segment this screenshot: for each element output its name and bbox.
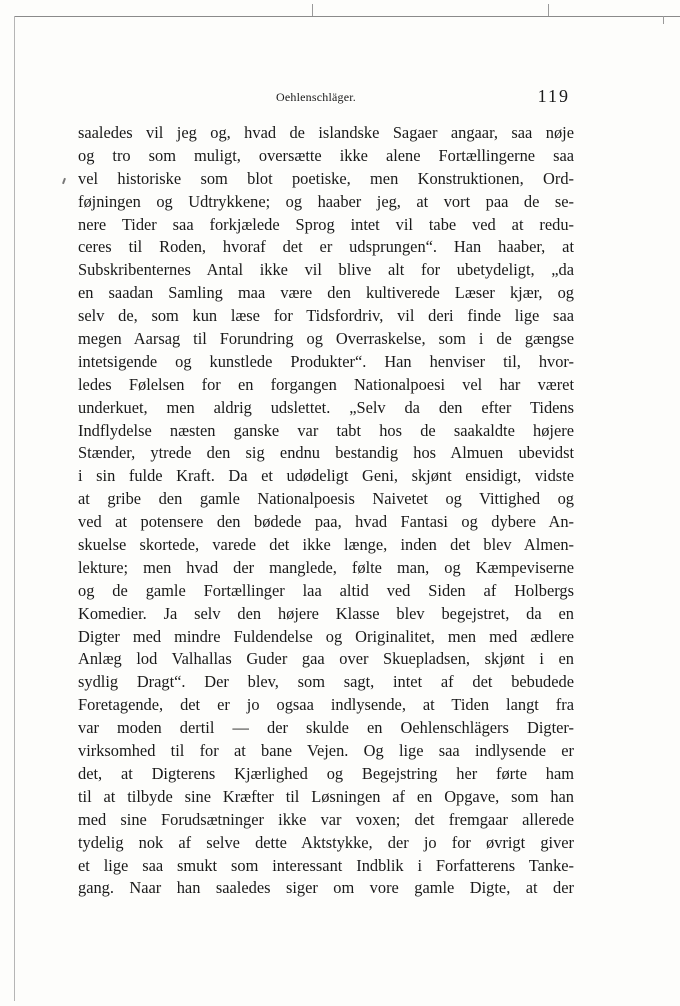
text-line: virksomhed til for at bane Vejen. Og lige saa indlysende er bbox=[78, 741, 574, 761]
text-line: føjningen og Udtrykkene; og haaber jeg, at vort paa de se- bbox=[78, 191, 574, 211]
text-line: megen Aarsag til Forundring og Overraskelse, som i de gængse bbox=[78, 329, 574, 349]
page-header bbox=[78, 88, 574, 112]
text-line: sydlig Dragt“. Der blev, som sagt, intet af det bebudede bbox=[78, 672, 574, 692]
text-line: med sine Forudsætninger ikke var voxen; det fremgaar allerede bbox=[78, 809, 574, 829]
text-line: vel historiske som blot poetiske, men Konstruktionen, Ord- bbox=[78, 168, 574, 188]
text-line: Foretagende, det er jo ogsaa indlysende, at Tiden langt fra bbox=[78, 695, 574, 715]
text-line: i sin fulde Kraft. Da et udødeligt Geni, skjønt ensidigt, vidste bbox=[78, 466, 574, 486]
page-top-edge-rule bbox=[14, 16, 680, 17]
text-line: til at tilbyde sine Kræfter til Løsningen af en Opgave, som han bbox=[78, 786, 574, 806]
text-line: ved at potensere den bødede paa, hvad Fantasi og dybere An- bbox=[78, 512, 574, 532]
page-edge-tick bbox=[663, 16, 664, 24]
page-edge-tick bbox=[312, 4, 313, 16]
text-line: et lige saa smukt som interessant Indblik i Forfatterens Tanke- bbox=[78, 855, 574, 875]
page-edge-tick bbox=[548, 4, 549, 16]
text-line: ceres til Roden, hvoraf det er udsprungen“. Han haaber, at bbox=[78, 237, 574, 257]
stray-ink-mark bbox=[62, 178, 66, 184]
text-line: Digter med mindre Fuldendelse og Originalitet, men med ædlere bbox=[78, 626, 574, 646]
text-line: at gribe den gamle Nationalpoesis Naivetet og Vittighed og bbox=[78, 489, 574, 509]
text-line: det, at Digterens Kjærlighed og Begejstring her førte ham bbox=[78, 763, 574, 783]
text-line: tydelig nok af selve dette Aktstykke, der jo for øvrigt giver bbox=[78, 832, 574, 852]
text-line: ledes Følelsen for en forgangen Nationalpoesi vel har været bbox=[78, 374, 574, 394]
text-line: skuelse skortede, varede det ikke længe, inden det blev Almen- bbox=[78, 535, 574, 555]
page-left-edge-rule bbox=[14, 16, 15, 1001]
text-line: var moden dertil — der skulde en Oehlenschlägers Digter- bbox=[78, 718, 574, 738]
text-line: og tro som muligt, oversætte ikke alene Fortællingerne saa bbox=[78, 145, 574, 165]
text-line: nere Tider saa forkjælede Sprog intet vil tabe ved at redu- bbox=[78, 214, 574, 234]
text-line: Anlæg lod Valhallas Guder gaa over Skuepladsen, skjønt i en bbox=[78, 649, 574, 669]
text-line: underkuet, men aldrig udslettet. „Selv da den efter Tidens bbox=[78, 397, 574, 417]
text-line: intetsigende og kunstlede Produkter“. Han henviser til, hvor- bbox=[78, 351, 574, 371]
text-line: gang. Naar han saaledes siger om vore gamle Digte, at der bbox=[78, 878, 574, 898]
text-line: Stænder, ytrede den sig endnu bestandig hos Almuen ubevidst bbox=[78, 443, 574, 463]
text-line: lekture; men hvad der manglede, følte man, og Kæmpeviserne bbox=[78, 557, 574, 577]
text-line: selv de, som kun læse for Tidsfordriv, vil deri finde lige saa bbox=[78, 306, 574, 326]
running-head: Oehlenschläger. bbox=[276, 90, 356, 104]
text-line: og de gamle Fortællinger laa altid ved Siden af Holbergs bbox=[78, 580, 574, 600]
text-line: en saadan Samling maa være den kultiverede Læser kjær, og bbox=[78, 283, 574, 303]
text-line: Subskribenternes Antal ikke vil blive alt for ubetydeligt, „da bbox=[78, 260, 574, 280]
text-line: saaledes vil jeg og, hvad de islandske Sagaer angaar, saa nøje bbox=[78, 123, 574, 142]
body-text bbox=[78, 122, 574, 900]
page-number: 119 bbox=[537, 86, 570, 106]
text-line: Indflydelse næsten ganske var tabt hos de saakaldte højere bbox=[78, 420, 574, 440]
text-line: Komedier. Ja selv den højere Klasse blev begejstret, da en bbox=[78, 603, 574, 623]
